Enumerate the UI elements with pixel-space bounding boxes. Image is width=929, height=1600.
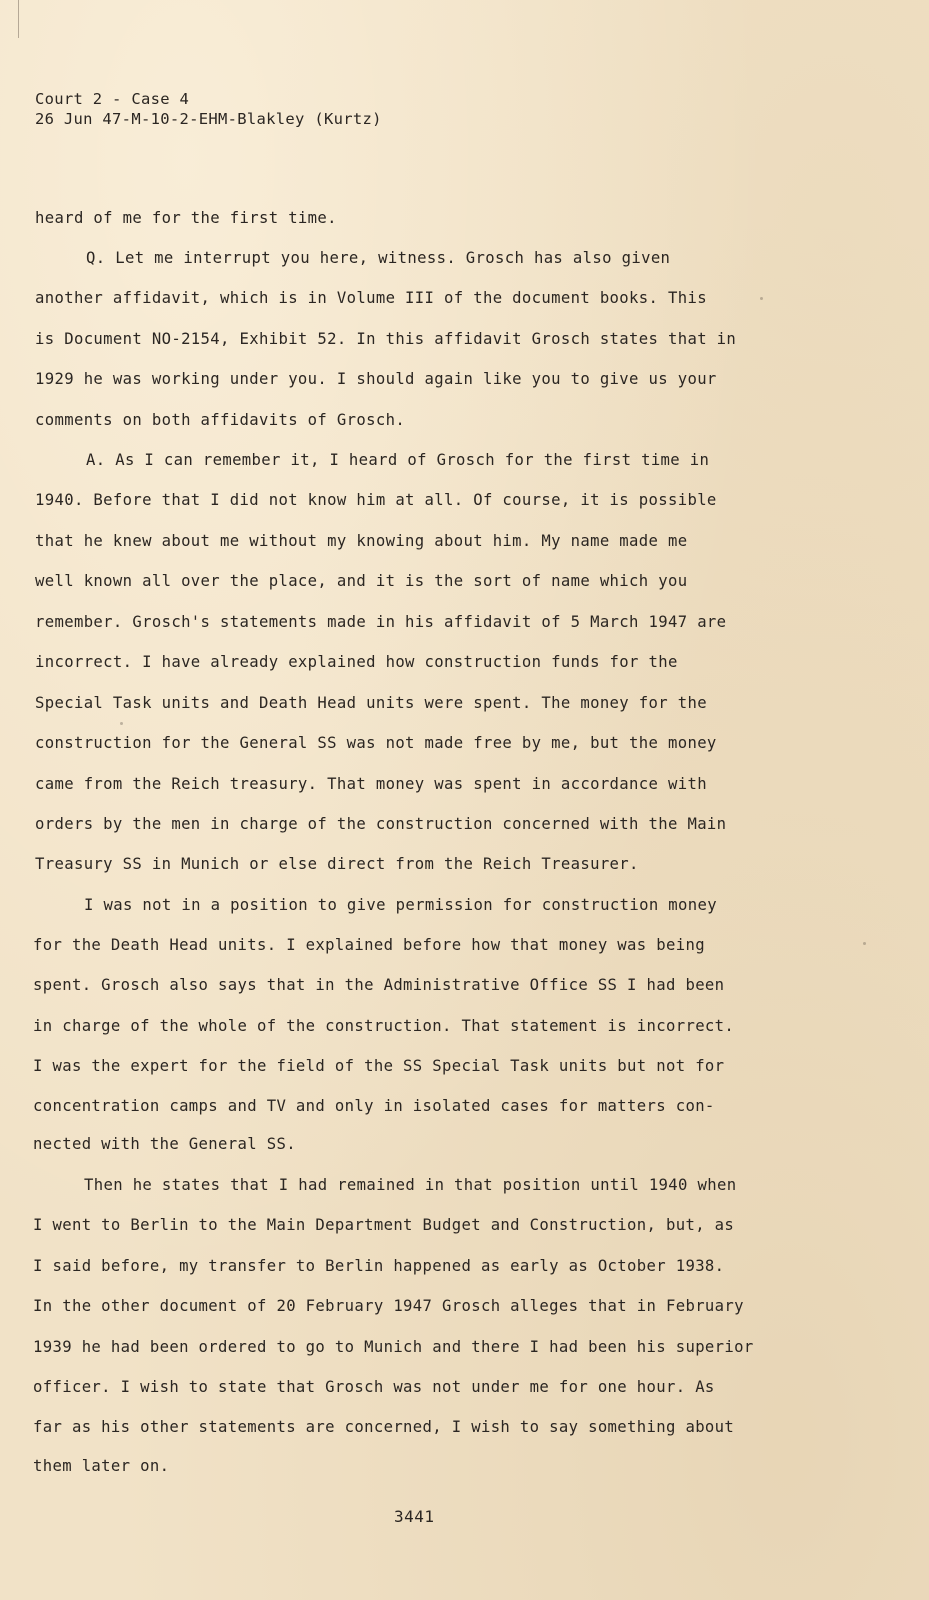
transcript-line: I was not in a position to give permission for construction money xyxy=(84,896,717,914)
transcript-line: 1939 he had been ordered to go to Munich and there I had been his superior xyxy=(33,1338,754,1356)
header-court-case: Court 2 - Case 4 xyxy=(35,90,190,108)
transcript-line: incorrect. I have already explained how construction funds for the xyxy=(35,653,678,671)
transcript-line: that he knew about me without my knowing about him. My name made me xyxy=(35,532,688,550)
transcript-line: A. As I can remember it, I heard of Grosch for the first time in xyxy=(86,451,710,469)
transcript-line: remember. Grosch's statements made in his affidavit of 5 March 1947 are xyxy=(35,613,727,631)
transcript-line: for the Death Head units. I explained before how that money was being xyxy=(33,936,705,954)
transcript-line: well known all over the place, and it is the sort of name which you xyxy=(35,572,688,590)
transcript-line: came from the Reich treasury. That money was spent in accordance with xyxy=(35,775,707,793)
paper-speck xyxy=(120,722,123,725)
transcript-line: orders by the men in charge of the construction concerned with the Main xyxy=(35,815,727,833)
transcript-line: Then he states that I had remained in that position until 1940 when xyxy=(84,1176,737,1194)
transcript-line: construction for the General SS was not made free by me, but the money xyxy=(35,734,717,752)
paper-speck xyxy=(863,942,866,945)
transcript-line: heard of me for the first time. xyxy=(35,209,337,227)
transcript-line: Treasury SS in Munich or else direct from the Reich Treasurer. xyxy=(35,855,639,873)
transcript-line: Q. Let me interrupt you here, witness. Grosch has also given xyxy=(86,249,671,267)
page-number: 3441 xyxy=(394,1507,435,1526)
transcript-line: officer. I wish to state that Grosch was not under me for one hour. As xyxy=(33,1378,715,1396)
transcript-line: I said before, my transfer to Berlin happened as early as October 1938. xyxy=(33,1257,725,1275)
transcript-line: In the other document of 20 February 1947 Grosch alleges that in February xyxy=(33,1297,744,1315)
transcript-line: 1940. Before that I did not know him at all. Of course, it is possible xyxy=(35,491,717,509)
paper-speck xyxy=(760,297,763,300)
transcript-line: concentration camps and TV and only in isolated cases for matters con- xyxy=(33,1097,715,1115)
transcript-line: in charge of the whole of the construction. That statement is incorrect. xyxy=(33,1017,735,1035)
transcript-line: 1929 he was working under you. I should again like you to give us your xyxy=(35,370,717,388)
transcript-line: I went to Berlin to the Main Department Budget and Construction, but, as xyxy=(33,1216,735,1234)
transcript-line: far as his other statements are concerned, I wish to say something about xyxy=(33,1418,735,1436)
transcript-line: is Document NO-2154, Exhibit 52. In this affidavit Grosch states that in xyxy=(35,330,737,348)
transcript-line: another affidavit, which is in Volume III of the document books. This xyxy=(35,289,707,307)
header-session-reference: 26 Jun 47-M-10-2-EHM-Blakley (Kurtz) xyxy=(35,110,382,128)
transcript-line: them later on. xyxy=(33,1457,170,1475)
transcript-line: nected with the General SS. xyxy=(33,1135,296,1153)
transcript-line: Special Task units and Death Head units were spent. The money for the xyxy=(35,694,707,712)
transcript-line: I was the expert for the field of the SS Special Task units but not for xyxy=(33,1057,725,1075)
transcript-line: comments on both affidavits of Grosch. xyxy=(35,411,406,429)
transcript-line: spent. Grosch also says that in the Administrative Office SS I had been xyxy=(33,976,725,994)
